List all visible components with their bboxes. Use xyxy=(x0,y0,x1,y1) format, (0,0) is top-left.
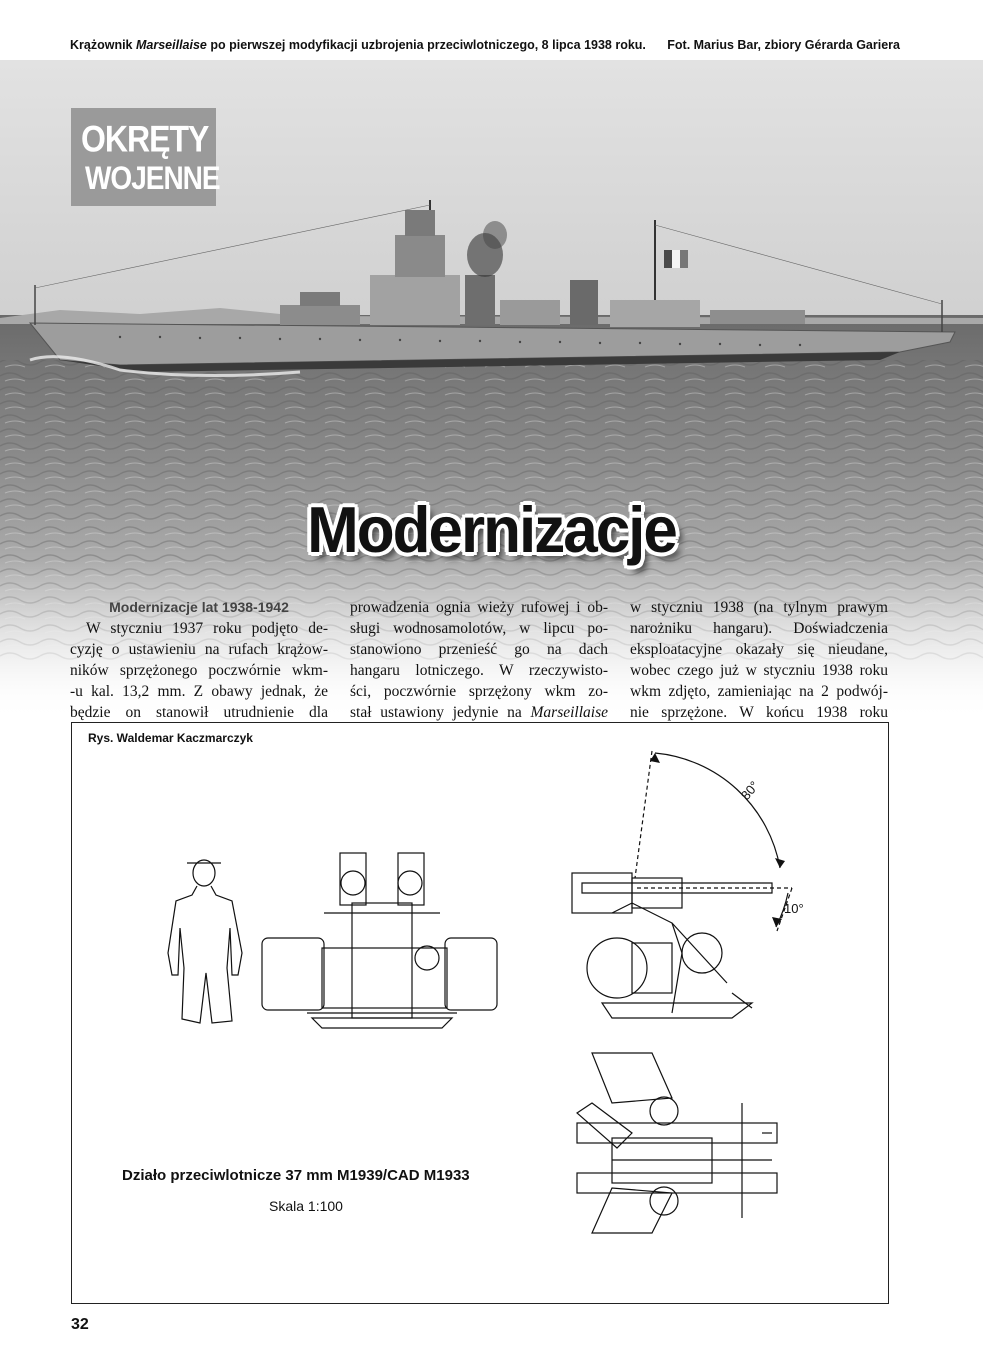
technical-drawing xyxy=(71,722,889,1304)
text-column-3 xyxy=(630,597,888,723)
section-subheading: Modernizacje lat 1938-1942 xyxy=(109,599,289,615)
caption-suffix: po pierwszej modyfikacji uzbrojenia przeciwlotniczego, 8 lipca 1938 roku. xyxy=(206,38,646,52)
text-line: -u kal. 13,2 mm. Z obawy jednak, że xyxy=(70,683,328,700)
text-line: wobec czego już w styczniu 1938 roku xyxy=(630,662,888,679)
gun-top-view xyxy=(577,1053,777,1233)
text-line: będzie on stanowił utrudnienie dla xyxy=(70,704,328,721)
text-line: stanowiono przenieść go na dach xyxy=(350,641,608,658)
angle-10-label: 10° xyxy=(784,901,804,916)
angle-80-label: 80° xyxy=(737,778,762,803)
text-line: ników sprzężonego poczwórnie wkm- xyxy=(70,662,328,679)
magazine-logo xyxy=(71,108,220,206)
ship-name: Marseillaise xyxy=(530,704,608,721)
caption-ship-name: Marseillaise xyxy=(136,38,207,52)
caption-prefix: Krążownik xyxy=(70,38,136,52)
photo-caption xyxy=(70,38,900,52)
text-line: cyzję o ustawieniu na rufach krążow- xyxy=(70,641,328,658)
human-scale-figure xyxy=(168,860,242,1023)
text-line: hangaru lotniczego. W rzeczywisto- xyxy=(350,662,608,679)
drawing-scale: Skala 1:100 xyxy=(269,1198,343,1214)
text-line: sługi wodnosamolotów, w lipcu po- xyxy=(350,620,608,637)
drawing-credit: Rys. Waldemar Kaczmarczyk xyxy=(88,731,253,745)
text-line: wkm zdjęto, zamieniając na 2 podwój- xyxy=(630,683,888,700)
drawing-title: Działo przeciwlotnicze 37 mm M1939/CAD M1933 xyxy=(122,1167,470,1184)
text-fragment: stał ustawiony jedynie na xyxy=(350,704,531,721)
text-line: ści, poczwórnie sprzężony wkm zo- xyxy=(350,683,608,700)
text-line: narożniku hangaru). Doświadczenia xyxy=(630,620,888,637)
text-line: prowadzenia ognia wieży rufowej i ob- xyxy=(350,599,608,616)
elevation-angle-indicator xyxy=(635,751,792,931)
logo-line-1: OKRĘTY xyxy=(81,118,209,160)
gun-drawing-svg xyxy=(72,723,888,1303)
gun-side-view xyxy=(572,873,772,1018)
text-line: nie sprzężone. W końcu 1938 roku xyxy=(630,704,888,721)
photo-credit: Fot. Marius Bar, zbiory Gérarda Gariera xyxy=(667,38,900,52)
text-line: W styczniu 1937 roku podjęto de- xyxy=(86,620,328,637)
text-column-2 xyxy=(350,597,608,723)
text-line: w styczniu 1938 (na tylnym prawym xyxy=(630,599,888,616)
text-line xyxy=(350,702,608,723)
page-number: 32 xyxy=(71,1316,89,1333)
text-column-1 xyxy=(70,597,328,723)
logo-line-2: WOJENNE xyxy=(85,160,220,196)
text-line: eksploatacyjne okazały się nieudane, xyxy=(630,641,888,658)
article-title: Modernizacje xyxy=(307,494,676,567)
gun-front-view xyxy=(262,853,497,1028)
